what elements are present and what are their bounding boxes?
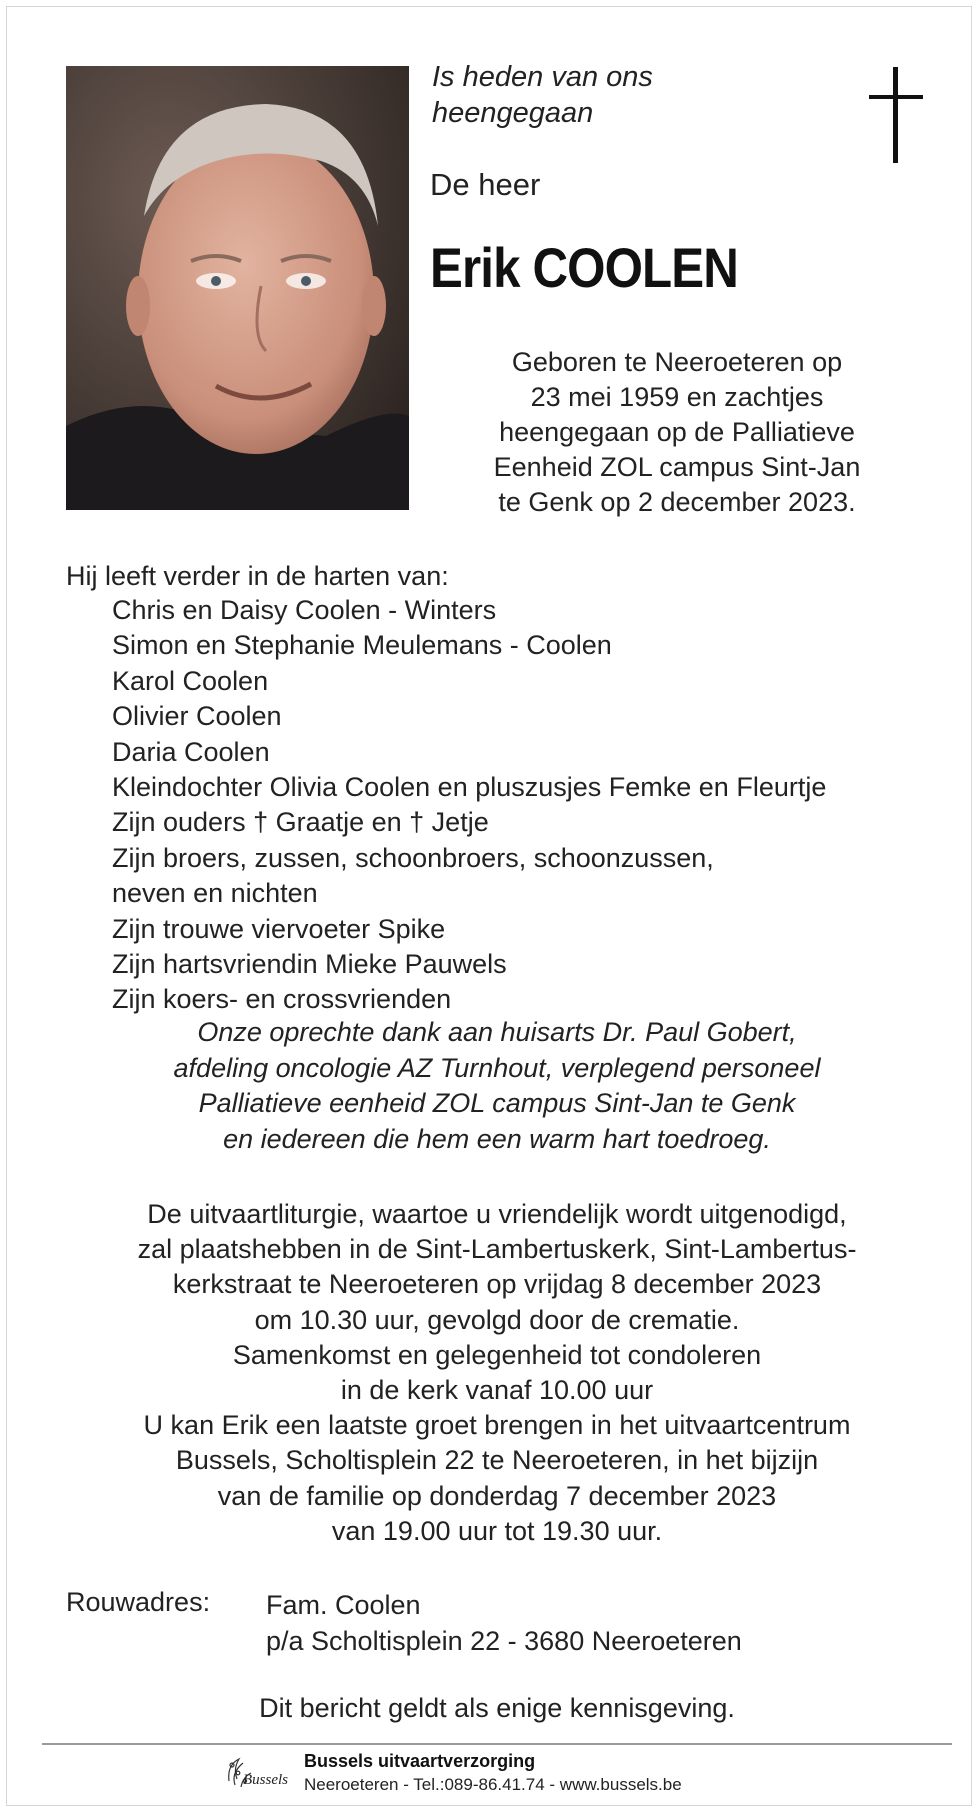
- obituary-card: [6, 6, 972, 1806]
- list-item: Karol Coolen: [112, 665, 269, 696]
- company-name: Bussels uitvaartverzorging: [304, 1751, 536, 1771]
- intro-text: Is heden van ons heengegaan: [432, 61, 653, 129]
- company-logo: [223, 1751, 293, 1795]
- funeral-details: De uitvaartliturgie, waartoe u vriendelijk wordt uitgenodigd, zal plaatshebben in de Sint-Lambertuskerk, Sint-Lambertus- kerkstraat te Neeroeteren op vrijdag 8 december 2023 om 10.30 uur, gevolgd door de crematie. Samenkomst en gelegenheid tot condoleren in de kerk vanaf 10.00 uur U kan Erik een laatste groet brengen in het uitvaartcentrum Bussels, Scholtisplein 22 te Neeroeteren, in het bijzijn van de familie op donderdag 7 december 2023 van 19.00 uur tot 19.30 uur.: [137, 1199, 857, 1546]
- honorific: De heer: [430, 167, 541, 202]
- list-item: Zijn broers, zussen, schoonbroers, schoonzussen,: [112, 842, 714, 873]
- portrait-image: [66, 66, 409, 510]
- list-item: Zijn koers- en crossvrienden: [112, 984, 452, 1015]
- list-item: Zijn hartsvriendin Mieke Pauwels: [112, 949, 507, 980]
- survived-by-heading: Hij leeft verder in de harten van:: [66, 561, 449, 591]
- thanks-paragraph: Onze oprechte dank aan huisarts Dr. Paul Gobert, afdeling oncologie AZ Turnhout, verplegend personeel Palliatieve eenheid ZOL campus Sint-Jan te Genk en iedereen die hem een warm hart toedroeg.: [173, 1017, 821, 1154]
- list-item: Daria Coolen: [112, 736, 270, 767]
- deceased-name: Erik COOLEN: [430, 236, 738, 299]
- mourning-address: Fam. Coolen p/a Scholtisplein 22 - 3680 Neeroeteren: [266, 1590, 742, 1656]
- cross-icon: [869, 67, 923, 168]
- svg-text:Bussels: Bussels: [243, 1772, 288, 1788]
- notice-text: Dit bericht geldt als enige kennisgeving.: [259, 1693, 735, 1723]
- divider: [42, 1743, 952, 1745]
- portrait-photo: [66, 66, 409, 510]
- list-item: Olivier Coolen: [112, 701, 282, 732]
- list-item: neven en nichten: [112, 878, 318, 909]
- company-contact: Neeroeteren - Tel.:089-86.41.74 - www.bussels.be: [304, 1775, 682, 1794]
- list-item: Zijn trouwe viervoeter Spike: [112, 913, 446, 944]
- list-item: Simon en Stephanie Meulemans - Coolen: [112, 630, 612, 661]
- address-label: Rouwadres:: [66, 1587, 211, 1617]
- birth-and-death-details: Geboren te Neeroeteren op 23 mei 1959 en zachtjes heengegaan op de Palliatieve Eenheid ZOL campus Sint-Jan te Genk op 2 december 2023.: [493, 347, 861, 517]
- list-item: Chris en Daisy Coolen - Winters: [112, 595, 497, 625]
- list-item: Zijn ouders † Graatje en † Jetje: [112, 807, 489, 838]
- family-list: [112, 593, 826, 1018]
- list-item: Kleindochter Olivia Coolen en pluszusjes Femke en Fleurtje: [112, 772, 827, 803]
